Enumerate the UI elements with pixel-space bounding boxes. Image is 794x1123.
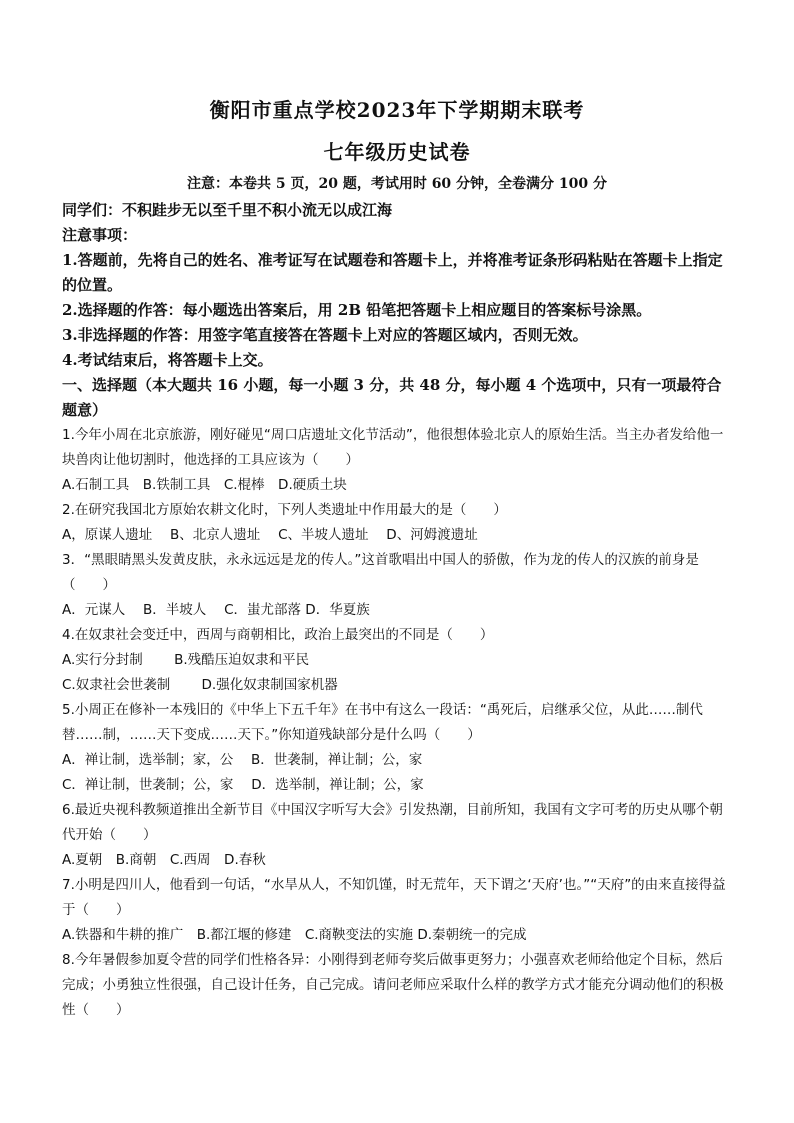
question-stem: 4.在奴隶社会变迁中，西周与商朝相比，政治上最突出的不同是（ ） (62, 627, 494, 643)
instruction-item-2: 2.选择题的作答：每小题选出答案后，用 2B 铅笔把答题卡上相应题目的答案标号涂黑。 (62, 301, 652, 319)
exam-title: 衡阳市重点学校2023年下学期期末联考 (209, 98, 585, 122)
section-heading: 一、选择题（本大题共 16 小题，每一小题 3 分，共 48 分，每小题 4 个选项中，只有一项最符合题意） (62, 376, 722, 419)
exam-notice: 注意：本卷共 5 页，20 题，考试用时 60 分钟，全卷满分 100 分 (186, 176, 608, 192)
question-options: A.石制工具 B.铁制工具 C.棍棒 D.硬质土块 (62, 477, 347, 493)
question-stem: 3．“黑眼睛黑头发黄皮肤，永永远远是龙的传人。”这首歌唱出中国人的骄傲，作为龙的传人的汉族的前身是（ ） (62, 552, 699, 593)
question-stem: 2.在研究我国北方原始农耕文化时，下列人类遗址中作用最大的是（ ） (62, 502, 507, 518)
question-2 (62, 498, 734, 548)
question-8 (62, 948, 734, 1023)
question-options: A，原谋人遗址 B、北京人遗址 C、半坡人遗址 D、河姆渡遗址 (62, 527, 478, 543)
question-options: C．禅让制，世袭制；公，家 D．选举制，禅让制；公，家 (62, 777, 424, 793)
question-5 (62, 698, 734, 798)
question-4 (62, 623, 734, 698)
question-stem: 6.最近央视科教频道推出全新节目《中国汉字听写大会》引发热潮，目前所知，我国有文字可考的历史从哪个朝代开始（ ） (62, 802, 723, 843)
question-options: C.奴隶社会世袭制 D.强化奴隶制国家机器 (62, 677, 338, 693)
instructions-heading: 注意事项： (62, 226, 138, 244)
instruction-item-4: 4.考试结束后，将答题卡上交。 (62, 351, 273, 369)
question-1 (62, 423, 734, 498)
question-options: A．禅让制，选举制；家，公 B．世袭制，禅让制；公，家 (62, 752, 423, 768)
exam-subtitle: 七年级历史试卷 (323, 140, 471, 164)
question-3 (62, 548, 734, 623)
question-6 (62, 798, 734, 873)
question-options: A.夏朝 B.商朝 C.西周 D.春秋 (62, 852, 266, 868)
question-7 (62, 873, 734, 948)
question-options: A．元谋人 B．半坡人 C．蚩尤部落 D．华夏族 (62, 602, 370, 618)
instruction-item-1: 1.答题前，先将自己的姓名、准考证写在试题卷和答题卡上，并将准考证条形码粘贴在答题卡上指定的位置。 (62, 251, 723, 294)
motto: 同学们：不积跬步无以至千里不积小流无以成江海 (62, 201, 393, 219)
question-stem: 1.今年小周在北京旅游，刚好碰见“周口店遗址文化节活动”，他很想体验北京人的原始生活。当主办者发给他一块兽肉让他切割时，他选择的工具应该为（ ） (62, 427, 724, 468)
instruction-item-3: 3.非选择题的作答：用签字笔直接答在答题卡上对应的答题区域内，否则无效。 (62, 326, 588, 344)
question-stem: 7.小明是四川人，他看到一句话，“水旱从人，不知饥馑，时无荒年，天下谓之‘天府’也。”“天府”的由来直接得益于（ ） (62, 877, 726, 918)
question-stem: 8.今年暑假参加夏令营的同学们性格各异：小刚得到老师夸奖后做事更努力；小强喜欢老师给他定个目标，然后完成；小勇独立性很强，自己设计任务，自己完成。请问老师应采取什么样的教学方式才能充分调动他们的积极性（ ） (62, 952, 724, 1018)
question-options: A.铁器和牛耕的推广 B.都江堰的修建 C.商鞅变法的实施 D.秦朝统一的完成 (62, 927, 527, 943)
question-options: A.实行分封制 B.残酷压迫奴隶和平民 (62, 652, 310, 668)
question-stem: 5.小周正在修补一本残旧的《中华上下五千年》在书中有这么一段话：“禹死后，启继承父位，从此……制代替……制，……天下变成……天下。”你知道残缺部分是什么吗（ ） (62, 702, 703, 743)
exam-body (62, 198, 734, 1023)
